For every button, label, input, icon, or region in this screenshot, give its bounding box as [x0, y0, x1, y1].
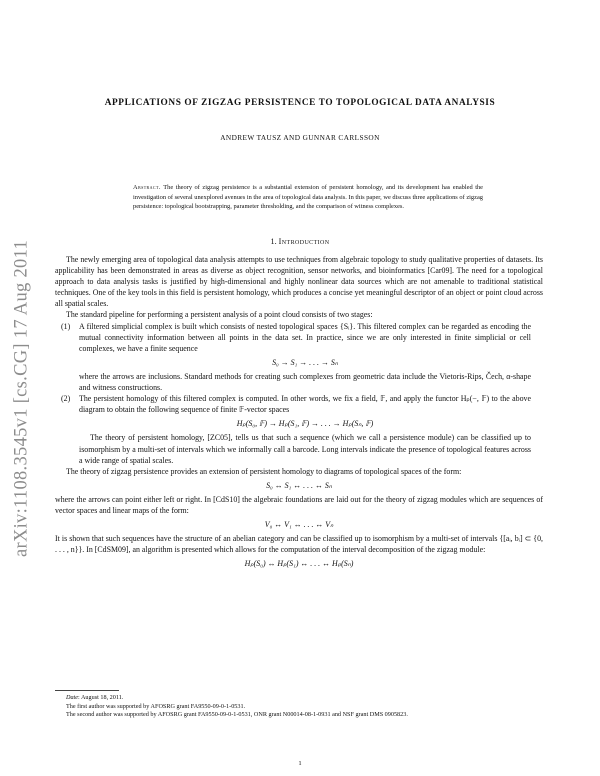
section-number: 1.: [270, 237, 277, 246]
abstract-label: Abstract.: [133, 184, 161, 191]
list-item-text: The persistent homology of this filtered complex is computed. In other words, we fix a field, 𝔽, and apply the functor Hₚ(−, 𝔽) to the above diagram to obtain the following sequence of finite 𝔽-vector spaces: [79, 394, 531, 415]
section-title: Introduction: [278, 237, 330, 246]
equation: Hₚ(S₀, 𝔽) → Hₚ(S₁, 𝔽) → . . . → Hₚ(Sₙ, 𝔽): [236, 419, 374, 429]
footnote-date: [55, 694, 543, 703]
list-item-number: (2): [61, 394, 71, 404]
paper-title: APPLICATIONS OF ZIGZAG PERSISTENCE TO TOPOLOGICAL DATA ANALYSIS: [104, 98, 496, 108]
section-heading: [60, 237, 540, 246]
list-item-number: (1): [61, 321, 71, 331]
equation: S₀ ↔ S₁ ↔ . . . ↔ Sₙ: [266, 480, 332, 490]
equation: Hₚ(S₀) ↔ Hₚ(S₁) ↔ . . . ↔ Hₚ(Sₙ): [244, 559, 354, 569]
body-text: [55, 254, 543, 572]
paragraph: where the arrows can point either left or right. In [CdS10] the algebraic foundations are laid out for the theory of zigzag modules which are sequences of vector spaces and linear maps of the form:: [55, 494, 543, 515]
equation: S₀ → S₁ → . . . → Sₙ: [272, 357, 338, 367]
list-item: [55, 321, 543, 394]
date-label: Date: [66, 694, 79, 701]
list-item-text: where the arrows are inclusions. Standard methods for creating such complexes from geometric data include the Vietoris-Rips, Čech, α-shape and witness constructions.: [79, 371, 531, 393]
date-value: : August 18, 2011.: [78, 694, 124, 701]
list-item-text: The theory of persistent homology, [ZC05], tells us that such a sequence (which we call a persistence module) can be classified up to isomorphism by a multi-set of intervals which we informally call a barcode. Long intervals indicate the presence of topological features across a wide range of spatial scales.: [79, 433, 531, 465]
footnote: The first author was supported by AFOSRG grant FA9550-09-0-1-0531.: [66, 702, 246, 710]
footnotes: [55, 694, 543, 720]
footnote: The second author was supported by AFOSRG grant FA9550-09-0-1-0531, ONR grant N00014-08-1-0931 and NSF grant DMS 0905823.: [66, 711, 408, 719]
abstract-text: The theory of zigzag persistence is a substantial extension of persistent homology, and its development has enabled the investigation of several unexplored avenues in the area of topological data analysis. In this paper, we discuss three applications of zigzag persistence: topological bootstrapping, parameter thresholding, and the comparison of witness complexes.: [133, 184, 483, 211]
paragraph: The standard pipeline for performing a persistent analysis of a point cloud consists of two stages:: [66, 310, 373, 320]
equation: V₀ ↔ V₁ ↔ . . . ↔ Vₙ: [264, 520, 334, 530]
paragraph: The theory of zigzag persistence provides an extension of persistent homology to diagrams of topological spaces of the form:: [66, 466, 462, 476]
paragraph: The newly emerging area of topological data analysis attempts to use techniques from algebraic topology to study qualitative properties of datasets. Its applicability has been demonstrated in areas as diverse as object recognition, sensor networks, and bioinformatics [Car09]. The need for a topological approach to data analysis tasks is justified by high-dimensional and highly nonlinear data sources which are not amenable to traditional statistical techniques. One of the key tools in this field is persistent homology, which produces a concise yet meaningful descriptor of an object or point cloud across all spatial scales.: [55, 255, 543, 309]
list-item: [55, 393, 543, 466]
arxiv-identifier: arXiv:1108.3545v1 [cs.CG] 17 Aug 2011: [11, 240, 32, 558]
paper-authors: ANDREW TAUSZ AND GUNNAR CARLSSON: [220, 133, 380, 142]
paragraph: It is shown that such sequences have the structure of an abelian category and can be classified up to isomorphism by a multi-set of intervals {[aᵢ, bᵢ] ⊂ {0, . . . , n}}. In [CdSM09], an algorithm is presented which allows for the computation of the interval decomposition of the zigzag module:: [55, 534, 543, 555]
footnote-rule: [55, 690, 119, 691]
list-item-text: A filtered simplicial complex is built which consists of nested topological spaces {Sᵢ}. This filtered complex can be regarded as encoding the mutual connectivity information between all points in the data set. In practice, since we are only interested in finite simplicial or cell complexes, we have a finite sequence: [79, 321, 531, 353]
page-number: 1: [298, 760, 302, 767]
abstract: [133, 183, 483, 212]
